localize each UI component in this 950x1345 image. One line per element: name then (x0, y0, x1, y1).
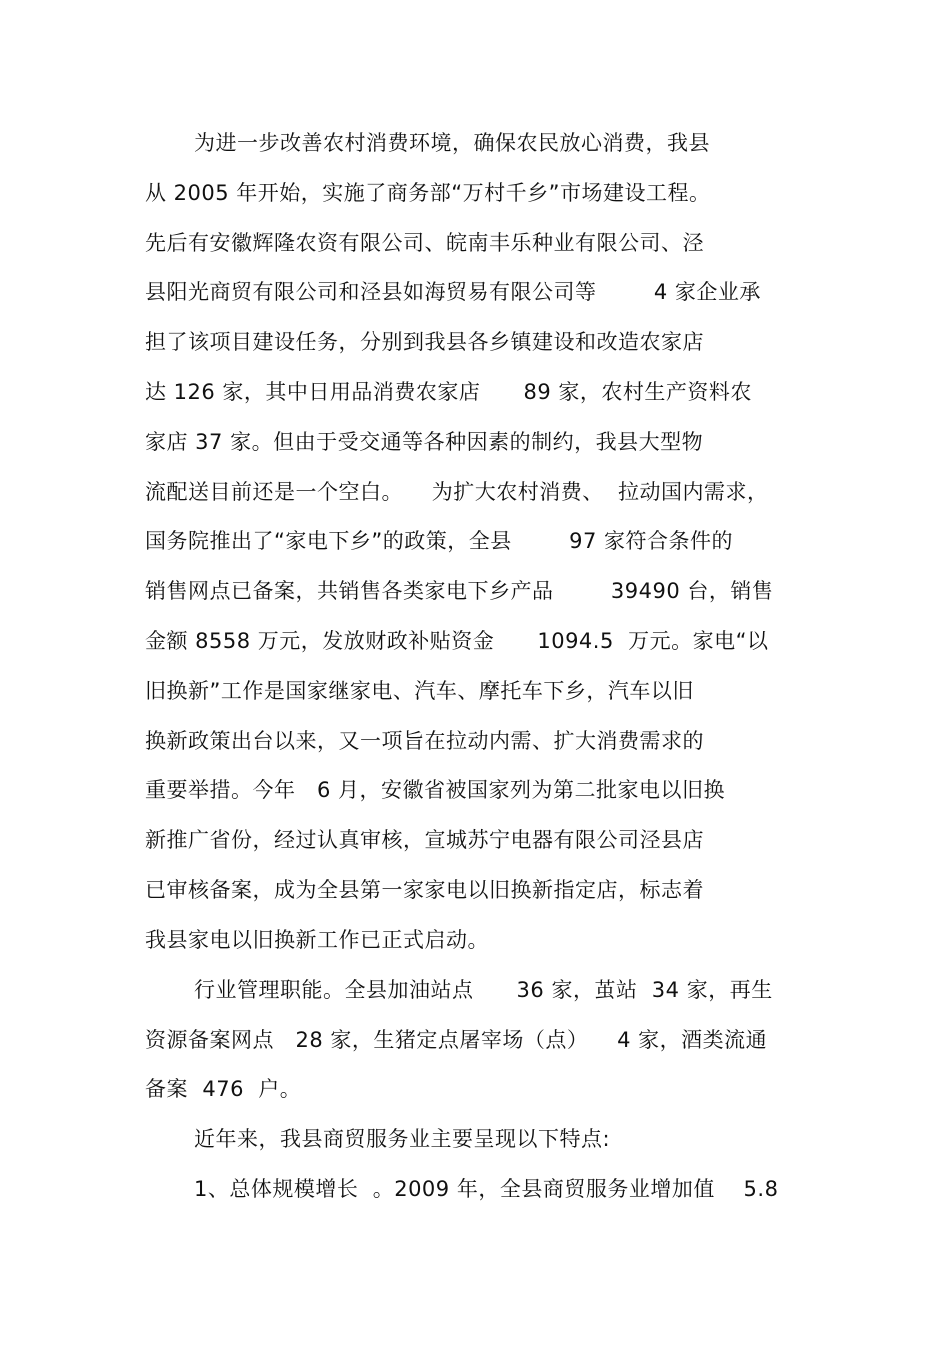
paragraph-line: 国务院推出了“家电下乡”的政策，全县 97 家符合条件的 (145, 529, 734, 553)
paragraph-line: 近年来，我县商贸服务业主要呈现以下特点: (194, 1127, 611, 1151)
paragraph-line: 县阳光商贸有限公司和泾县如海贸易有限公司等 4 家企业承 (145, 280, 761, 304)
paragraph-line: 先后有安徽辉隆农资有限公司、皖南丰乐种业有限公司、泾 (145, 231, 704, 255)
paragraph-line: 为进一步改善农村消费环境，确保农民放心消费，我县 (194, 131, 710, 155)
paragraph-line: 流配送目前还是一个空白。 为扩大农村消费、 拉动国内需求， (145, 480, 769, 504)
paragraph-line: 行业管理职能。全县加油站点 36 家，茧站 34 家，再生 (194, 978, 773, 1002)
paragraph-line: 换新政策出台以来，又一项旨在拉动内需、扩大消费需求的 (145, 729, 704, 753)
paragraph-line: 新推广省份，经过认真审核，宣城苏宁电器有限公司泾县店 (145, 828, 704, 852)
paragraph-line: 我县家电以旧换新工作已正式启动。 (145, 928, 489, 952)
paragraph-line: 备案 476 户。 (145, 1077, 302, 1101)
paragraph-line: 从 2005 年开始，实施了商务部“万村千乡”市场建设工程。 (145, 181, 711, 205)
paragraph-line: 资源备案网点 28 家，生猪定点屠宰场（点） 4 家，酒类流通 (145, 1028, 768, 1052)
paragraph-line: 销售网点已备案，共销售各类家电下乡产品 39490 台，销售 (145, 579, 774, 603)
paragraph-line: 旧换新”工作是国家继家电、汽车、摩托车下乡，汽车以旧 (145, 679, 694, 703)
paragraph-line: 金额 8558 万元，发放财政补贴资金 1094.5 万元。家电“以 (145, 629, 769, 653)
paragraph-line: 担了该项目建设任务，分别到我县各乡镇建设和改造农家店 (145, 330, 704, 354)
paragraph-line: 家店 37 家。但由于受交通等各种因素的制约，我县大型物 (145, 430, 704, 454)
paragraph-line: 达 126 家，其中日用品消费农家店 89 家，农村生产资料农 (145, 380, 752, 404)
paragraph-line: 1、总体规模增长 。2009 年，全县商贸服务业增加值 5.8 (194, 1177, 779, 1201)
paragraph-line: 已审核备案，成为全县第一家家电以旧换新指定店，标志着 (145, 878, 704, 902)
paragraph-line: 重要举措。今年 6 月，安徽省被国家列为第二批家电以旧换 (145, 778, 726, 802)
